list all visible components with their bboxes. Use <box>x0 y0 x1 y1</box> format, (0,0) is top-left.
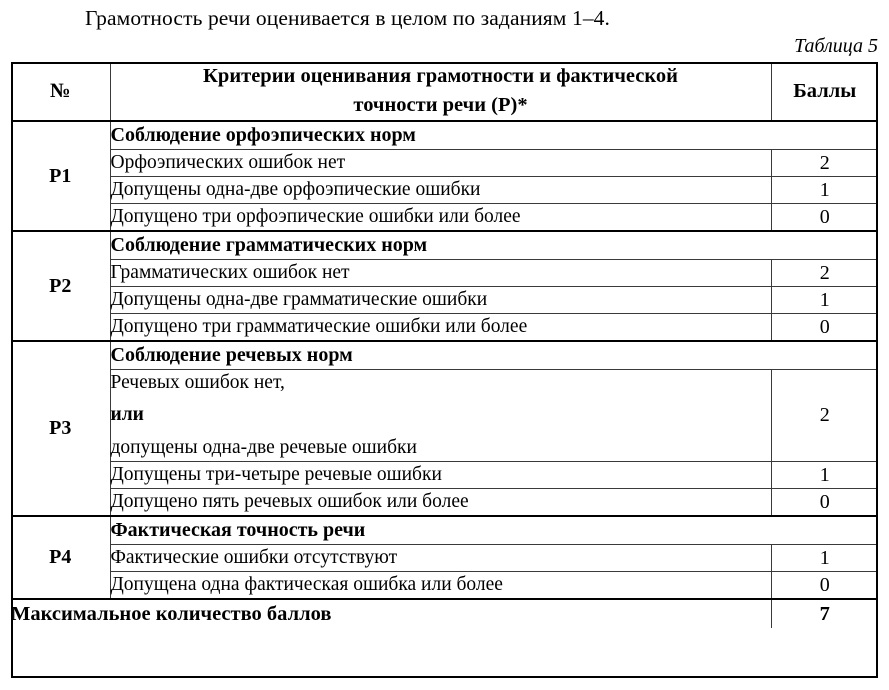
criteria-score: 1 <box>771 545 878 572</box>
table-row <box>11 370 878 462</box>
criteria-text: Допущена одна фактическая ошибка или более <box>110 572 771 600</box>
group-title-row <box>11 341 878 370</box>
criteria-text: Фактические ошибки отсутствуют <box>110 545 771 572</box>
group-title-p1: Соблюдение орфоэпических норм <box>110 121 878 150</box>
group-title-p2: Соблюдение грамматических норм <box>110 231 878 260</box>
table-row <box>11 572 878 600</box>
group-code-p4: Р4 <box>11 516 110 599</box>
grading-criteria-table <box>11 62 878 628</box>
table-header-row <box>11 62 878 121</box>
table-row <box>11 260 878 287</box>
group-title-row <box>11 231 878 260</box>
total-row <box>11 599 878 628</box>
total-label: Максимальное количество баллов <box>11 599 771 628</box>
criteria-score: 1 <box>771 177 878 204</box>
criteria-text: Допущено пять речевых ошибок или более <box>110 489 771 517</box>
group-title-row <box>11 121 878 150</box>
criteria-score: 0 <box>771 314 878 342</box>
table-row <box>11 204 878 232</box>
table-row <box>11 150 878 177</box>
table-row <box>11 462 878 489</box>
intro-paragraph: Грамотность речи оценивается в целом по заданиям 1–4. <box>85 6 611 30</box>
table-row <box>11 177 878 204</box>
group-code-p3: Р3 <box>11 341 110 516</box>
total-score: 7 <box>771 599 878 628</box>
header-criteria-line2: точности речи (Р)* <box>353 94 528 116</box>
criteria-text: Грамматических ошибок нет <box>110 260 771 287</box>
criteria-line-1: Речевых ошибок нет, <box>110 372 285 393</box>
criteria-line-or: или <box>110 404 144 425</box>
criteria-score: 1 <box>771 287 878 314</box>
criteria-score: 0 <box>771 572 878 600</box>
group-title-row <box>11 516 878 545</box>
criteria-text: Допущены три-четыре речевые ошибки <box>110 462 771 489</box>
criteria-score: 0 <box>771 489 878 517</box>
criteria-text: Допущено три грамматические ошибки или более <box>110 314 771 342</box>
header-criteria-line1: Критерии оценивания грамотности и фактической <box>203 65 678 87</box>
table-row <box>11 545 878 572</box>
criteria-line-3: допущены одна-две речевые ошибки <box>110 437 417 458</box>
criteria-text: Допущены одна-две орфоэпические ошибки <box>110 177 771 204</box>
table-row <box>11 314 878 342</box>
criteria-text: Орфоэпических ошибок нет <box>110 150 771 177</box>
group-title-p4: Фактическая точность речи <box>110 516 878 545</box>
criteria-score: 2 <box>771 260 878 287</box>
group-title-p3: Соблюдение речевых норм <box>110 341 878 370</box>
table-row <box>11 489 878 517</box>
table-caption: Таблица 5 <box>794 35 878 57</box>
criteria-score: 1 <box>771 462 878 489</box>
criteria-score: 2 <box>771 370 878 462</box>
criteria-text: Допущено три орфоэпические ошибки или более <box>110 204 771 232</box>
header-cell-number: № <box>49 79 71 102</box>
header-cell-criteria <box>110 62 771 121</box>
group-code-p1: Р1 <box>11 121 110 231</box>
header-cell-score: Баллы <box>771 62 878 121</box>
criteria-text: Допущены одна-две грамматические ошибки <box>110 287 771 314</box>
criteria-text-multiline <box>110 370 771 462</box>
criteria-score: 2 <box>771 150 878 177</box>
criteria-score: 0 <box>771 204 878 232</box>
table-row <box>11 287 878 314</box>
group-code-p2: Р2 <box>11 231 110 341</box>
